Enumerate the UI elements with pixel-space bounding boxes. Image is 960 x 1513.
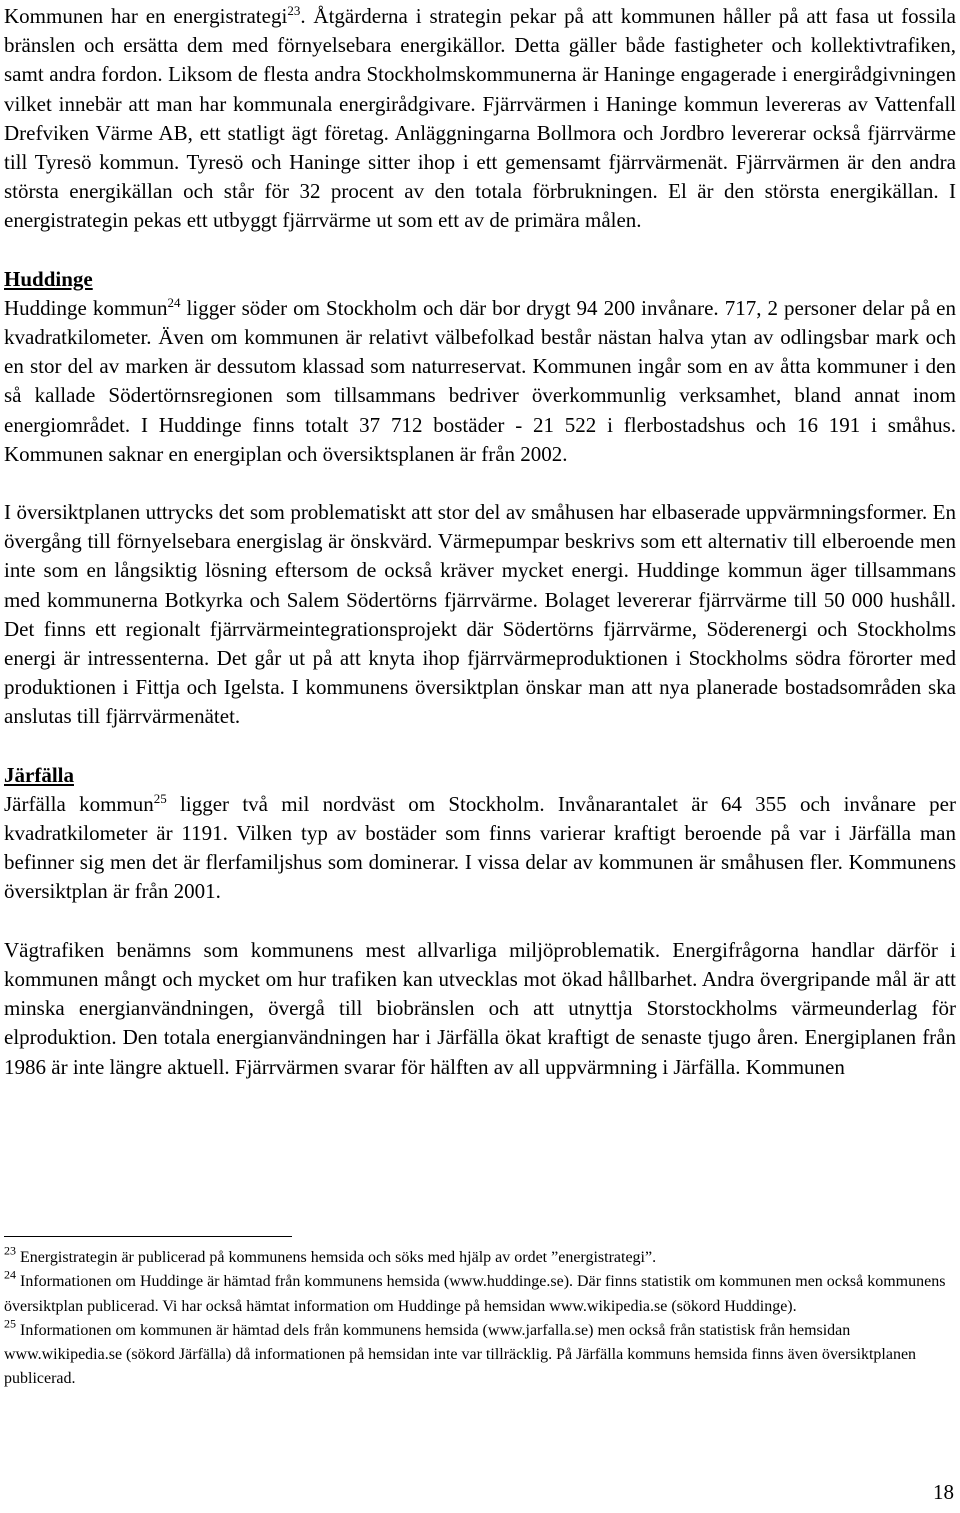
paragraph-jarfalla-traffic: Vägtrafiken benämns som kommunens mest allvarliga miljöproblematik. Energifrågorna handlar därför i kommunen mångt och mycket om hur trafiken kan utvecklas mot ökad hållbarhet. Andra övergripande mål är att minska energianvändningen, övergå till biobränslen och att utnyttja Storstockholms värmeunderlag för elproduktion. Den totala energianvändningen har i Järfälla ökat kraftigt de senaste tjugo åren. Energiplanen från 1986 är inte längre aktuell. Fjärrvärmen svarar för hälften av all uppvärmning i Järfälla. Kommunen: [4, 937, 956, 1079]
paragraph-text: Kommunen har en energistrategi: [4, 4, 288, 28]
paragraph-text: ligger två mil nordväst om Stockholm. Invånarantalet är 64 355 och invånare per kvadratkilometer är 1191. Vilken typ av bostäder som finns varierar kraftigt beroende på var i Järfälla man befinner sig men det är flerfamiljshus som dominerar. I vissa delar av kommunen är småhusen fler. Kommunens översiktplan är från 2001.: [4, 791, 956, 904]
footnote-25: [4, 1316, 956, 1392]
footnote-number: 23: [4, 1243, 16, 1258]
paragraph-huddinge-intro: [4, 294, 956, 469]
footnotes: [4, 1243, 956, 1392]
section-heading-huddinge: Huddinge: [4, 266, 93, 291]
paragraph-huddinge-heating: I översiktplanen uttrycks det som problematiskt att stor del av småhusen har elbaserade uppvärmningsformer. En övergång till förnyelsebara energislag är önskvärd. Värmepumpar beskrivs som ett alternativ till elberoende men inte som en långsiktig lösning eftersom de också kräver mycket energi. Huddinge kommun äger tillsammans med kommunerna Botkyrka och Salem Södertörns fjärrvärme. Bolaget levererar fjärrvärme till 50 000 hushåll. Det finns ett regionalt fjärrvärmeintegrationsprojekt där Södertörns fjärrvärme, Söderenergi och Stockholms energi är intressenterna. Det går ut på att knyta ihop fjärrvärmeproduktionen i Stockholms södra förorter med produktionen i Fittja och Igelsta. I kommunens översiktplan önskar man att nya planerade bostadsområden ska anslutas till fjärrvärmenätet.: [4, 500, 956, 729]
paragraph-jarfalla-intro: [4, 790, 956, 907]
footnote-24: [4, 1267, 956, 1319]
document-page: [4, 0, 956, 1082]
paragraph-text: Järfälla kommun: [4, 791, 154, 816]
paragraph-haninge-energy: [4, 2, 956, 236]
paragraph-text: Huddinge kommun: [4, 295, 168, 320]
section-heading-jarfalla: Järfälla: [4, 762, 74, 787]
footnote-ref-23: 23: [287, 2, 301, 18]
paragraph-text: . Åtgärderna i strategin pekar på att kommunen håller på att fasa ut fossila bränslen och ersätta dem med förnyelsebara energikällor. Detta gäller både fastigheter och kollektivtrafiken, samt andra fordon. Liksom de flesta andra Stockholmskommunerna är Haninge engagerade i energirådgivningen vilket innebär att man har kommunala energirådgivare. Fjärrvärmen i Haninge kommun levereras av Vattenfall Drefviken Värme AB, ett statligt ägt företag. Anläggningarna Bollmora och Jordbro levererar också fjärrvärme till Tyresö kommun. Tyresö och Haninge sitter ihop i ett gemensamt fjärrvärmenät. Fjärrvärmen är den andra största energikällan och står för 32 procent av den totala förbrukningen. El är den största energikällan. I energistrategin pekas ett utbyggt fjärrvärme ut som ett av de primära målen.: [4, 4, 956, 233]
footnote-ref-25: 25: [153, 790, 167, 806]
page-number: 18: [933, 1480, 954, 1504]
footnote-separator: [4, 1236, 292, 1237]
footnote-text: Informationen om kommunen är hämtad dels från kommunens hemsida (www.jarfalla.se) men också från statistisk från hemsidan www.wikipedia.se (sökord Järfälla) då informationen på hemsidan inte var tillräcklig. På Järfälla kommuns hemsida finns även översiktplanen publicerad.: [4, 1321, 917, 1388]
footnote-text: Energistrategin är publicerad på kommunens hemsida och söks med hjälp av ordet ”energistrategi”.: [20, 1249, 657, 1266]
footnote-number: 24: [4, 1267, 16, 1282]
footnote-text: Informationen om Huddinge är hämtad från kommunens hemsida (www.huddinge.se). Där finns statistik om kommunen men också kommunens översiktplan publicerad. Vi har också hämtat information om Huddinge på hemsidan www.wikipedia.se (sökord Huddinge).: [4, 1273, 946, 1315]
footnote-23: [4, 1243, 956, 1270]
footnote-ref-24: 24: [167, 294, 181, 310]
paragraph-text: ligger söder om Stockholm och där bor drygt 94 200 invånare. 717, 2 personer delar på en kvadratkilometer. Även om kommunen är relativt välbefolkad består nästan halva ytan av odlingsbar mark och en stor del av marken är dessutom klassad som naturreservat. Kommunen ingår som en av åtta kommuner i den så kallade Södertörnsregionen som tillsammans bedriver överkommunlig verksamhet, bland annat inom energiområdet. I Huddinge finns totalt 37 712 bostäder - 21 522 i flerbostadshus och 16 191 i småhus. Kommunen saknar en energiplan och översiktsplanen är från 2002.: [4, 295, 956, 466]
footnote-number: 25: [4, 1316, 16, 1331]
